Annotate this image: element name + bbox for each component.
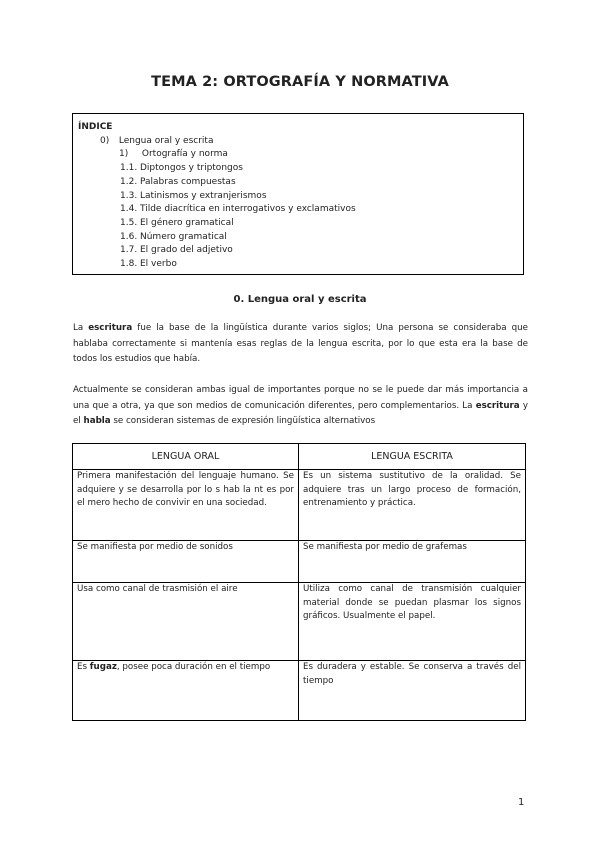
index-subitem-label: Palabras compuestas [140, 176, 236, 187]
index-subitem [78, 203, 518, 217]
index-subitem-number: 1.8. [120, 259, 138, 270]
bold-term: fugaz [89, 662, 117, 672]
index-subitem-number: 1.5. [120, 217, 138, 228]
index-subitem-label: El género gramatical [140, 217, 234, 228]
comparison-table [72, 443, 526, 721]
table-cell-escrita: Es duradera y estable. Se conserva a través del tiempo [299, 661, 526, 721]
table-row [73, 583, 526, 661]
bold-term: habla [83, 416, 111, 426]
index-subitem-label: Diptongos y triptongos [140, 163, 243, 174]
paragraph-2 [73, 383, 528, 430]
index-subitem [78, 217, 518, 231]
page-number: 1 [518, 797, 525, 808]
index-subitem-number: 1.3. [120, 190, 138, 201]
table-cell-oral: Primera manifestación del lenguaje humano. Se adquiere y se desarrolla por lo s hab la nt es por el mero hecho de convivir en una sociedad. [73, 470, 299, 541]
cell-text: Es [77, 662, 90, 672]
document-title: TEMA 2: ORTOGRAFÍA Y NORMATIVA [151, 74, 449, 90]
index-subitem-label: El verbo [140, 259, 177, 270]
table-header-oral: LENGUA ORAL [73, 444, 299, 470]
table-cell-escrita: Es un sistema sustitutivo de la oralidad. Se adquiere tras un largo proceso de formación, entrenamiento y práctica. [299, 470, 526, 541]
table-cell-oral: Se manifiesta por medio de sonidos [73, 541, 299, 583]
table-cell-escrita: Se manifiesta por medio de grafemas [299, 541, 526, 583]
index-subitem-label: El grado del adjetivo [140, 245, 233, 256]
table-row [73, 661, 526, 721]
index-subitem-label: Tilde diacrítica en interrogativos y exclamativos [140, 204, 356, 215]
index-subitem-number: 1.6. [120, 231, 138, 242]
section-heading: 0. Lengua oral y escrita [233, 294, 367, 305]
paragraph-text: fue la base de la lingüística durante varios siglos; Una persona se consideraba que hablaba correctamente si mantenía esas reglas de la lengua escrita, por lo que esta era la base de todos los estudios que había. [73, 323, 528, 364]
index-heading: ÍNDICE [78, 122, 113, 132]
index-subitem-number: 1.2. [120, 176, 138, 187]
table-cell-oral [73, 661, 299, 721]
table-header-row [73, 444, 526, 470]
index-item-number: 1) [119, 149, 129, 160]
index-box [72, 113, 524, 275]
index-subitem-number: 1.1. [120, 163, 138, 174]
index-item [78, 135, 518, 149]
bold-term: escritura [475, 400, 520, 411]
cell-text: , posee poca duración en el tiempo [116, 662, 271, 672]
paragraph-text: Actualmente se consideran ambas igual de importantes porque no se le puede dar más importancia a una que a otra, ya que son medios de comunicación diferentes, pero complementarios. La [73, 385, 528, 411]
index-subitem-number: 1.7. [120, 245, 138, 256]
index-subitem-label: Número gramatical [140, 231, 227, 242]
index-subitem [78, 231, 518, 245]
table-cell-escrita: Utiliza como canal de transmisión cualquier material donde se puedan plasmar los signos gráficos. Usualmente el papel. [299, 583, 526, 661]
index-subitem-number: 1.4. [120, 204, 138, 215]
table-row [73, 541, 526, 583]
index-subitem [78, 176, 518, 190]
index-subitem [78, 190, 518, 204]
paragraph-1 [73, 321, 528, 368]
table-cell-oral: Usa como canal de trasmisión el aire [73, 583, 299, 661]
index-subitem [78, 258, 518, 272]
index-subitem [78, 244, 518, 258]
bold-term: escritura [88, 323, 133, 333]
paragraph-text: se consideran sistemas de expresión lingüística alternativos [110, 416, 376, 426]
index-item-label: Ortografía y norma [141, 149, 228, 160]
index-item-number: 0) [100, 135, 110, 146]
index-subitem-label: Latinismos y extranjerismos [140, 190, 267, 201]
paragraph-text: y el [73, 400, 528, 426]
table-header-escrita: LENGUA ESCRITA [299, 444, 526, 470]
index-item-label: Lengua oral y escrita [118, 135, 214, 146]
table-row [73, 470, 526, 541]
paragraph-text: La [73, 323, 89, 333]
index-subitem [78, 162, 518, 176]
index-item [78, 148, 518, 162]
